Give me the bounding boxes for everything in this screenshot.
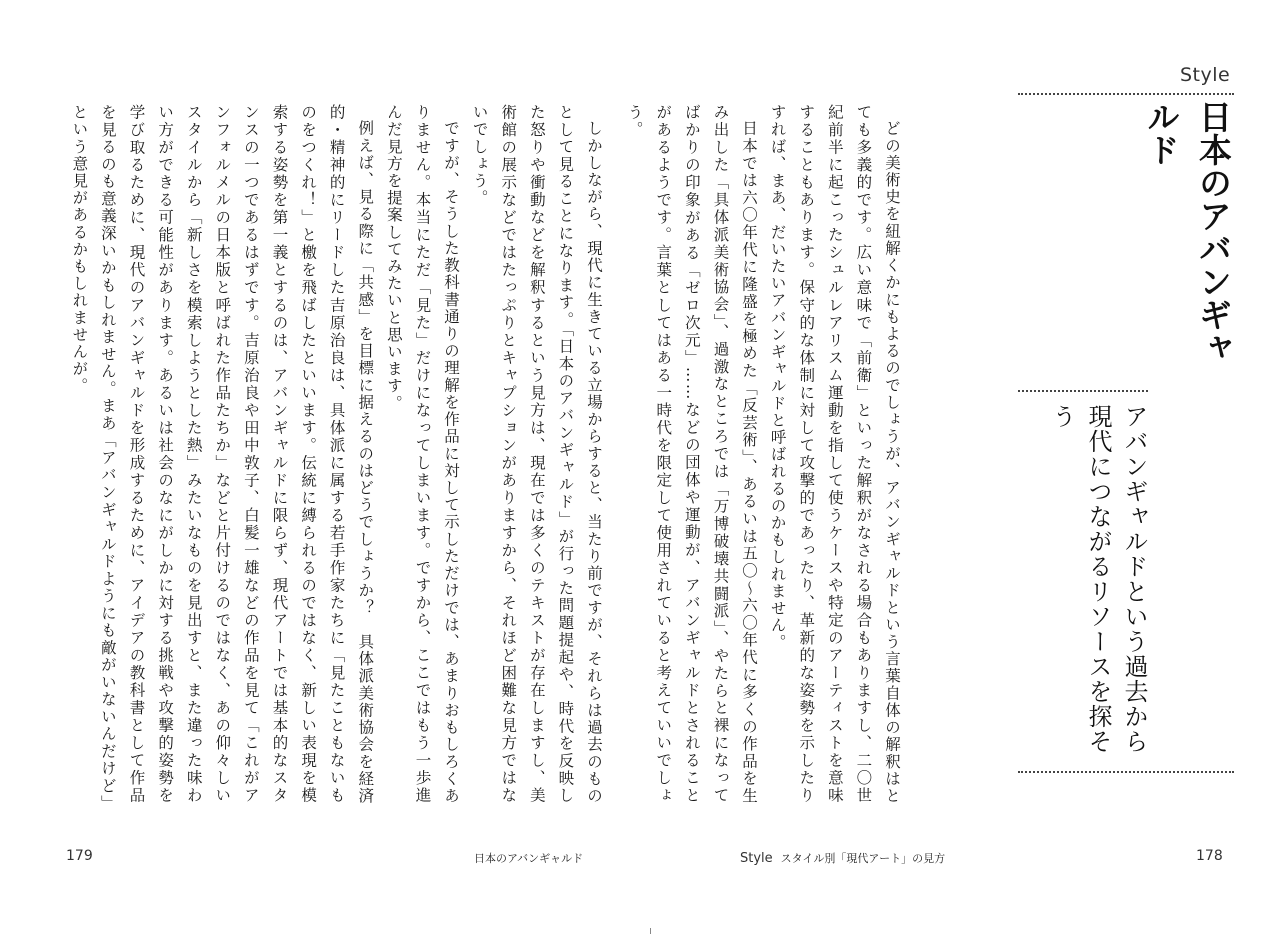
running-head-right	[740, 850, 945, 866]
section-label: Style	[1180, 64, 1231, 86]
running-head-style: Style	[740, 851, 773, 866]
paragraph: 日本では六〇年代に隆盛を極めた「反芸術」、あるいは五〇〜六〇年代に多くの作品を生み出した「具体派美術協会」、過激なところでは「万博破壊共闘派」、やたらと裸になってばかりの印象がある「ゼロ次元」……などの団体や運動が、アバンギャルドとされることがあるようです。言葉としてはある一時代を限定して使用されていると考えていいでしょう。	[625, 104, 759, 804]
dotted-rule-top	[1018, 93, 1234, 95]
running-head-title: スタイル別「現代アート」の見方	[780, 852, 946, 865]
gutter-mark	[650, 928, 651, 934]
paragraph: どの美術史を紐解くかにもよるのでしょうが、アバンギャルドという言葉自体の解釈はとても多義的です。広い意味で「前衛」といった解釈がなされる場合もありますし、二〇世紀前半に起こったシュルレアリスム運動を指して使うケースや特定のアーティストを意味することもあります。保守的な体制に対して攻撃的であったり、革新的な姿勢を示したりすれば、まあ、だいたいアバンギャルドと呼ばれるのかもしれません。	[768, 104, 901, 804]
chapter-subtitle: アバンギャルドという過去から現代につながるリソースを探そう	[1048, 404, 1148, 754]
page-number-right: 178	[1196, 848, 1223, 864]
paragraph: ですが、そうした教科書通りの理解を作品に対して示しただけでは、あまりおもしろくありません。本当にただ「見た」だけになってしまいます。ですから、ここではもう一歩進んだ見方を提案してみたいと思います。	[384, 104, 461, 804]
running-head-left: 日本のアバンギャルド	[474, 852, 584, 865]
page-number-left: 179	[66, 848, 93, 864]
right-page-body	[625, 104, 906, 804]
paragraph: 例えば、見る際に「共感」を目標に据えるのはどうでしょうか？ 具体派美術協会を経済的・精神的にリードした吉原治良は、具体派に属する若手作家たちに「見たこともないものをつくれ！」と檄を飛ばしたといいます。伝統に縛られるのではなく、新しい表現を模索する姿勢を第一義とするのは、アバンギャルドに限らず、現代アートでは基本的なスタンスの一つであるはずです。吉原治良や田中敦子、白髪一雄などの作品を見て「これがアンフォルメルの日本版と呼ばれた作品たちか」などと片付けるのではなく、あの仰々しいスタイルから「新しさを模索しようとした熱」みたいなものを見出すと、また違った味わい方ができる可能性があります。あるいは社会のなにがしかに対する挑戦や攻撃的姿勢を学び取るために、現代のアバンギャルドを形成するために、アイデアの教科書として作品を見るのも意義深いかもしれません。まあ「アバンギャルドようにも敵がいないんだけど」という意見があるかもしれませんが。	[70, 104, 375, 804]
paragraph: しかしながら、現代に生きている立場からすると、当たり前ですが、それらは過去のものとして見ることになります。「日本のアバンギャルド」が行った問題提起や、時代を反映した怒りや衝動などを解釈するという見方は、現在では多くのテキストが存在しますし、美術館の展示などではたっぷりとキャプションがありますから、それほど困難な見方ではないでしょう。	[470, 104, 603, 804]
dotted-rule-middle	[1018, 390, 1148, 392]
dotted-rule-bottom	[1018, 771, 1234, 773]
left-page-body	[70, 104, 608, 804]
chapter-title: 日本のアバンギャルド	[1142, 100, 1233, 364]
